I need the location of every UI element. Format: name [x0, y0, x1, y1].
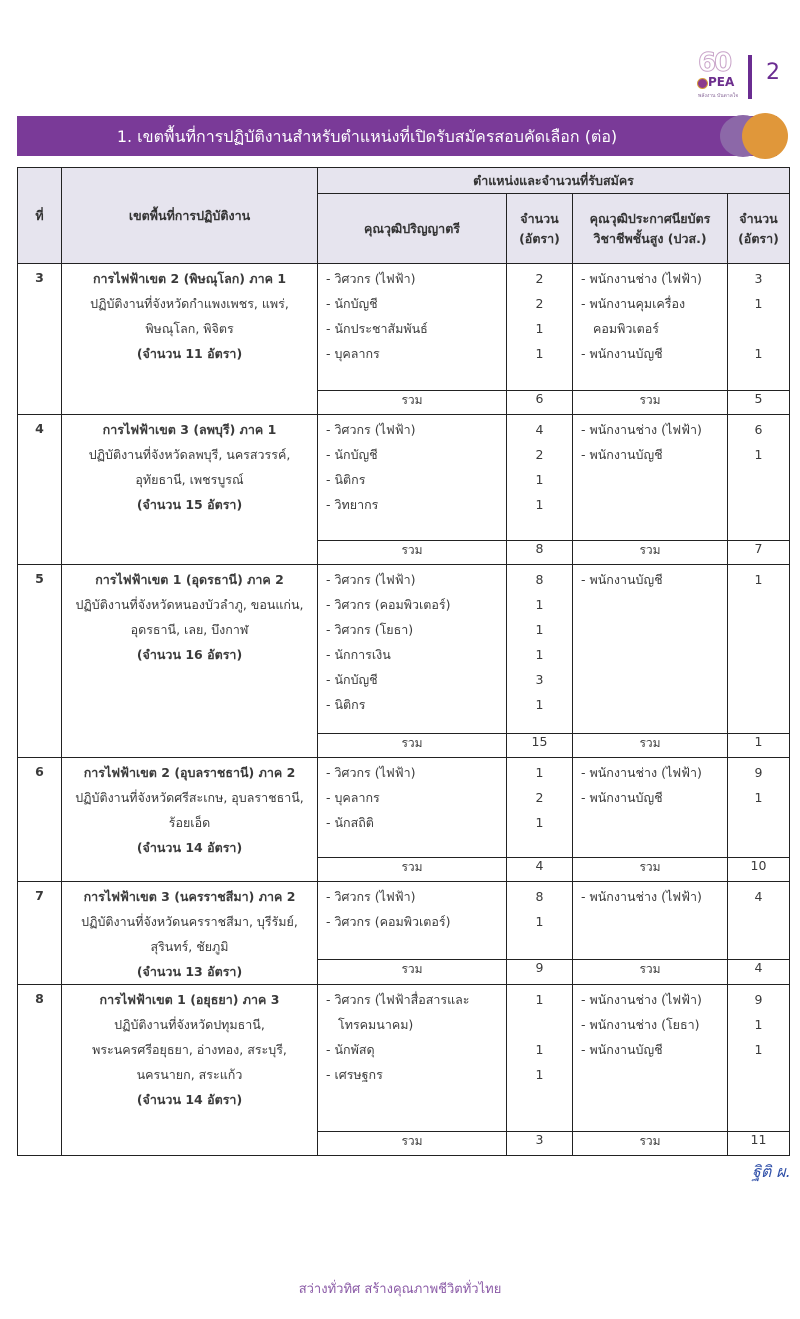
pea-emblem-icon: [697, 78, 708, 89]
area-cell: [62, 882, 318, 985]
degree-counts-cell: [507, 882, 573, 960]
degree-sum-label: รวม: [318, 1132, 507, 1156]
vocational-counts-cell: [728, 264, 790, 391]
vocational-sum-value: 4: [728, 960, 790, 985]
table-row: [18, 985, 790, 1132]
row-number: 8: [18, 985, 62, 1156]
vocational-cell: [573, 882, 728, 960]
header-positions-group: ตำแหน่งและจำนวนที่รับสมัคร: [318, 168, 790, 194]
page-number: 2: [766, 60, 780, 85]
degree-counts-cell: [507, 415, 573, 541]
degree-cell: [318, 264, 507, 391]
row-number: 5: [18, 565, 62, 758]
header-vocational: คุณวุฒิประกาศนียบัตรวิชาชีพชั้นสูง (ปวส.): [573, 194, 728, 264]
list-item: 1: [754, 296, 763, 311]
area-cell: [62, 985, 318, 1156]
list-item: - พนักงานช่าง (ไฟฟ้า): [581, 992, 702, 1007]
degree-sum-value: 4: [507, 858, 573, 882]
list-item: - วิศวกร (ไฟฟ้า): [326, 422, 416, 437]
row-number: 6: [18, 758, 62, 882]
list-item: - วิศวกร (คอมพิวเตอร์): [326, 597, 451, 612]
list-item: - พนักงานช่าง (โยธา): [581, 1017, 700, 1032]
list-item: 1: [535, 1042, 544, 1057]
list-item: [728, 316, 789, 341]
degree-sum-value: 15: [507, 734, 573, 758]
list-item: 8: [535, 889, 544, 904]
vocational-sum-label: รวม: [573, 858, 728, 882]
list-item: - นักบัญชี: [326, 296, 378, 311]
section-banner: [17, 116, 777, 156]
positions-table: [17, 167, 790, 1156]
footer-slogan: สว่างทั่วทิศ สร้างคุณภาพชีวิตทั่วไทย: [298, 1282, 502, 1297]
province-list: ปฏิบัติงานที่จังหวัดศรีสะเกษ, อุบลราชธานี, ร้อยเอ็ด: [75, 790, 304, 830]
list-item: - วิศวกร (ไฟฟ้าสื่อสารและ: [326, 992, 470, 1007]
pea-60-logo: [696, 48, 740, 104]
list-item: 1: [535, 472, 544, 487]
vocational-cell: [573, 415, 728, 541]
area-total: (จำนวน 14 อัตรา): [136, 840, 243, 855]
vocational-sum-value: 10: [728, 858, 790, 882]
vocational-cell: [573, 264, 728, 391]
list-item: - วิศวกร (ไฟฟ้า): [326, 572, 416, 587]
vocational-sum-label: รวม: [573, 391, 728, 415]
signature: ฐิติ ผ.: [752, 1162, 791, 1181]
list-item: 1: [754, 790, 763, 805]
list-item: 1: [535, 697, 544, 712]
degree-sum-value: 8: [507, 541, 573, 565]
list-item: 9: [754, 765, 763, 780]
list-item: 3: [535, 672, 544, 687]
province-list: ปฏิบัติงานที่จังหวัดนครราชสีมา, บุรีรัมย์, สุรินทร์, ชัยภูมิ: [81, 914, 298, 954]
brand-tagline: พลังงาน บันดาลใจ: [698, 93, 739, 99]
degree-cell: [318, 565, 507, 734]
degree-sum-label: รวม: [318, 734, 507, 758]
degree-counts-cell: [507, 758, 573, 858]
degree-sum-value: 3: [507, 1132, 573, 1156]
list-item: 2: [535, 790, 544, 805]
area-cell: [62, 415, 318, 565]
province-list: ปฏิบัติงานที่จังหวัดกำแพงเพชร, แพร่, พิษณุโลก, พิจิตร: [90, 296, 289, 336]
degree-sum-value: 9: [507, 960, 573, 985]
vocational-sum-value: 7: [728, 541, 790, 565]
area-total: (จำนวน 14 อัตรา): [136, 1092, 243, 1107]
list-item: - พนักงานช่าง (ไฟฟ้า): [581, 271, 702, 286]
degree-cell: [318, 882, 507, 960]
vocational-sum-value: 1: [728, 734, 790, 758]
brand-text: PEA: [708, 75, 735, 89]
list-item: - วิศวกร (คอมพิวเตอร์): [326, 914, 451, 929]
list-item: 3: [754, 271, 763, 286]
area-cell: [62, 758, 318, 882]
list-item: 1: [535, 622, 544, 637]
vocational-counts-cell: [728, 758, 790, 858]
vocational-cell: [573, 565, 728, 734]
decorative-circle-orange: [742, 113, 788, 159]
list-item: 1: [535, 346, 544, 361]
list-item: 1: [535, 647, 544, 662]
degree-sum-label: รวม: [318, 391, 507, 415]
header-area: เขตพื้นที่การปฏิบัติงาน: [62, 168, 318, 264]
office-name: การไฟฟ้าเขต 1 (อยุธยา) ภาค 3: [99, 992, 280, 1007]
office-name: การไฟฟ้าเขต 3 (ลพบุรี) ภาค 1: [102, 422, 277, 437]
list-item: - บุคลากร: [326, 346, 380, 361]
list-item: - พนักงานบัญชี: [581, 572, 663, 587]
list-item: 4: [535, 422, 544, 437]
list-item: - วิศวกร (ไฟฟ้า): [326, 889, 416, 904]
list-item: - นักพัสดุ: [326, 1042, 375, 1057]
degree-cell: [318, 985, 507, 1132]
list-item: [507, 1012, 572, 1037]
degree-cell: [318, 415, 507, 541]
list-item: - พนักงานช่าง (ไฟฟ้า): [581, 765, 702, 780]
list-item: 1: [535, 765, 544, 780]
vocational-cell: [573, 985, 728, 1132]
vocational-sum-label: รวม: [573, 1132, 728, 1156]
vocational-counts-cell: [728, 415, 790, 541]
list-item: - นักสถิติ: [326, 815, 374, 830]
vocational-sum-label: รวม: [573, 734, 728, 758]
header-no: ที่: [18, 168, 62, 264]
list-item: 6: [754, 422, 763, 437]
list-item: - พนักงานบัญชี: [581, 1042, 663, 1057]
list-item: - พนักงานบัญชี: [581, 346, 663, 361]
row-number: 3: [18, 264, 62, 415]
area-cell: [62, 565, 318, 758]
vocational-sum-value: 5: [728, 391, 790, 415]
list-item: - วิทยากร: [326, 497, 379, 512]
list-item: คอมพิวเตอร์: [593, 321, 659, 336]
anniversary-mark: 60: [698, 48, 731, 78]
header-vocational-count: จำนวน (อัตรา): [728, 194, 790, 264]
office-name: การไฟฟ้าเขต 1 (อุดรธานี) ภาค 2: [95, 572, 284, 587]
list-item: 2: [535, 447, 544, 462]
province-list: ปฏิบัติงานที่จังหวัดลพบุรี, นครสวรรค์, อุทัยธานี, เพชรบูรณ์: [88, 447, 291, 487]
area-total: (จำนวน 13 อัตรา): [136, 964, 243, 979]
list-item: 2: [535, 296, 544, 311]
list-item: 1: [535, 1067, 544, 1082]
list-item: 8: [535, 572, 544, 587]
vocational-counts-cell: [728, 882, 790, 960]
area-total: (จำนวน 15 อัตรา): [136, 497, 243, 512]
list-item: - บุคลากร: [326, 790, 380, 805]
table-row: [18, 758, 790, 858]
list-item: - พนักงานบัญชี: [581, 447, 663, 462]
list-item: - เศรษฐกร: [326, 1067, 383, 1082]
vocational-counts-cell: [728, 565, 790, 734]
list-item: 9: [754, 992, 763, 1007]
vocational-sum-label: รวม: [573, 960, 728, 985]
list-item: - พนักงานบัญชี: [581, 790, 663, 805]
list-item: - วิศวกร (โยธา): [326, 622, 414, 637]
table-row: [18, 264, 790, 391]
list-item: - นิติกร: [326, 697, 366, 712]
header-degree-count: จำนวน (อัตรา): [507, 194, 573, 264]
list-item: - นักประชาสัมพันธ์: [326, 321, 428, 336]
table-row: [18, 565, 790, 734]
list-item: 1: [535, 815, 544, 830]
list-item: - วิศวกร (ไฟฟ้า): [326, 765, 416, 780]
list-item: 1: [754, 1017, 763, 1032]
list-item: 1: [535, 597, 544, 612]
vocational-sum-value: 11: [728, 1132, 790, 1156]
list-item: โทรคมนาคม): [338, 1017, 414, 1032]
vocational-cell: [573, 758, 728, 858]
vocational-sum-label: รวม: [573, 541, 728, 565]
area-cell: [62, 264, 318, 415]
list-item: - นักการเงิน: [326, 647, 391, 662]
table-body: [18, 264, 790, 1156]
list-item: 1: [535, 321, 544, 336]
area-total: (จำนวน 11 อัตรา): [136, 346, 243, 361]
degree-counts-cell: [507, 985, 573, 1132]
list-item: 1: [535, 914, 544, 929]
row-number: 7: [18, 882, 62, 985]
list-item: - พนักงานช่าง (ไฟฟ้า): [581, 422, 702, 437]
list-item: 1: [535, 497, 544, 512]
list-item: 1: [535, 992, 544, 1007]
office-name: การไฟฟ้าเขต 3 (นครราชสีมา) ภาค 2: [83, 889, 296, 904]
province-list: ปฏิบัติงานที่จังหวัดปทุมธานี, พระนครศรีอยุธยา, อ่างทอง, สระบุรี, นครนายก, สระแก้ว: [92, 1017, 287, 1082]
list-item: - นักบัญชี: [326, 447, 378, 462]
list-item: 1: [754, 572, 763, 587]
page-number-divider: [748, 55, 752, 99]
list-item: - นิติกร: [326, 472, 366, 487]
header-degree: คุณวุฒิปริญญาตรี: [318, 194, 507, 264]
table-row: [18, 415, 790, 541]
office-name: การไฟฟ้าเขต 2 (พิษณุโลก) ภาค 1: [92, 271, 287, 286]
degree-sum-label: รวม: [318, 858, 507, 882]
degree-sum-label: รวม: [318, 960, 507, 985]
list-item: 4: [754, 889, 763, 904]
list-item: 1: [754, 447, 763, 462]
row-number: 4: [18, 415, 62, 565]
list-item: 1: [754, 346, 763, 361]
degree-sum-label: รวม: [318, 541, 507, 565]
office-name: การไฟฟ้าเขต 2 (อุบลราชธานี) ภาค 2: [83, 765, 296, 780]
degree-sum-value: 6: [507, 391, 573, 415]
list-item: - นักบัญชี: [326, 672, 378, 687]
vocational-counts-cell: [728, 985, 790, 1132]
list-item: - พนักงานช่าง (ไฟฟ้า): [581, 889, 702, 904]
degree-counts-cell: [507, 565, 573, 734]
list-item: 1: [754, 1042, 763, 1057]
section-title: 1. เขตพื้นที่การปฏิบัติงานสำหรับตำแหน่งที่เปิดรับสมัครสอบคัดเลือก (ต่อ): [116, 127, 618, 146]
degree-counts-cell: [507, 264, 573, 391]
table-row: [18, 882, 790, 960]
degree-cell: [318, 758, 507, 858]
list-item: - พนักงานคุมเครื่อง: [581, 296, 686, 311]
area-total: (จำนวน 16 อัตรา): [136, 647, 243, 662]
province-list: ปฏิบัติงานที่จังหวัดหนองบัวลำภู, ขอนแก่น, อุดรธานี, เลย, บึงกาฬ: [75, 597, 304, 637]
list-item: - วิศวกร (ไฟฟ้า): [326, 271, 416, 286]
list-item: 2: [535, 271, 544, 286]
